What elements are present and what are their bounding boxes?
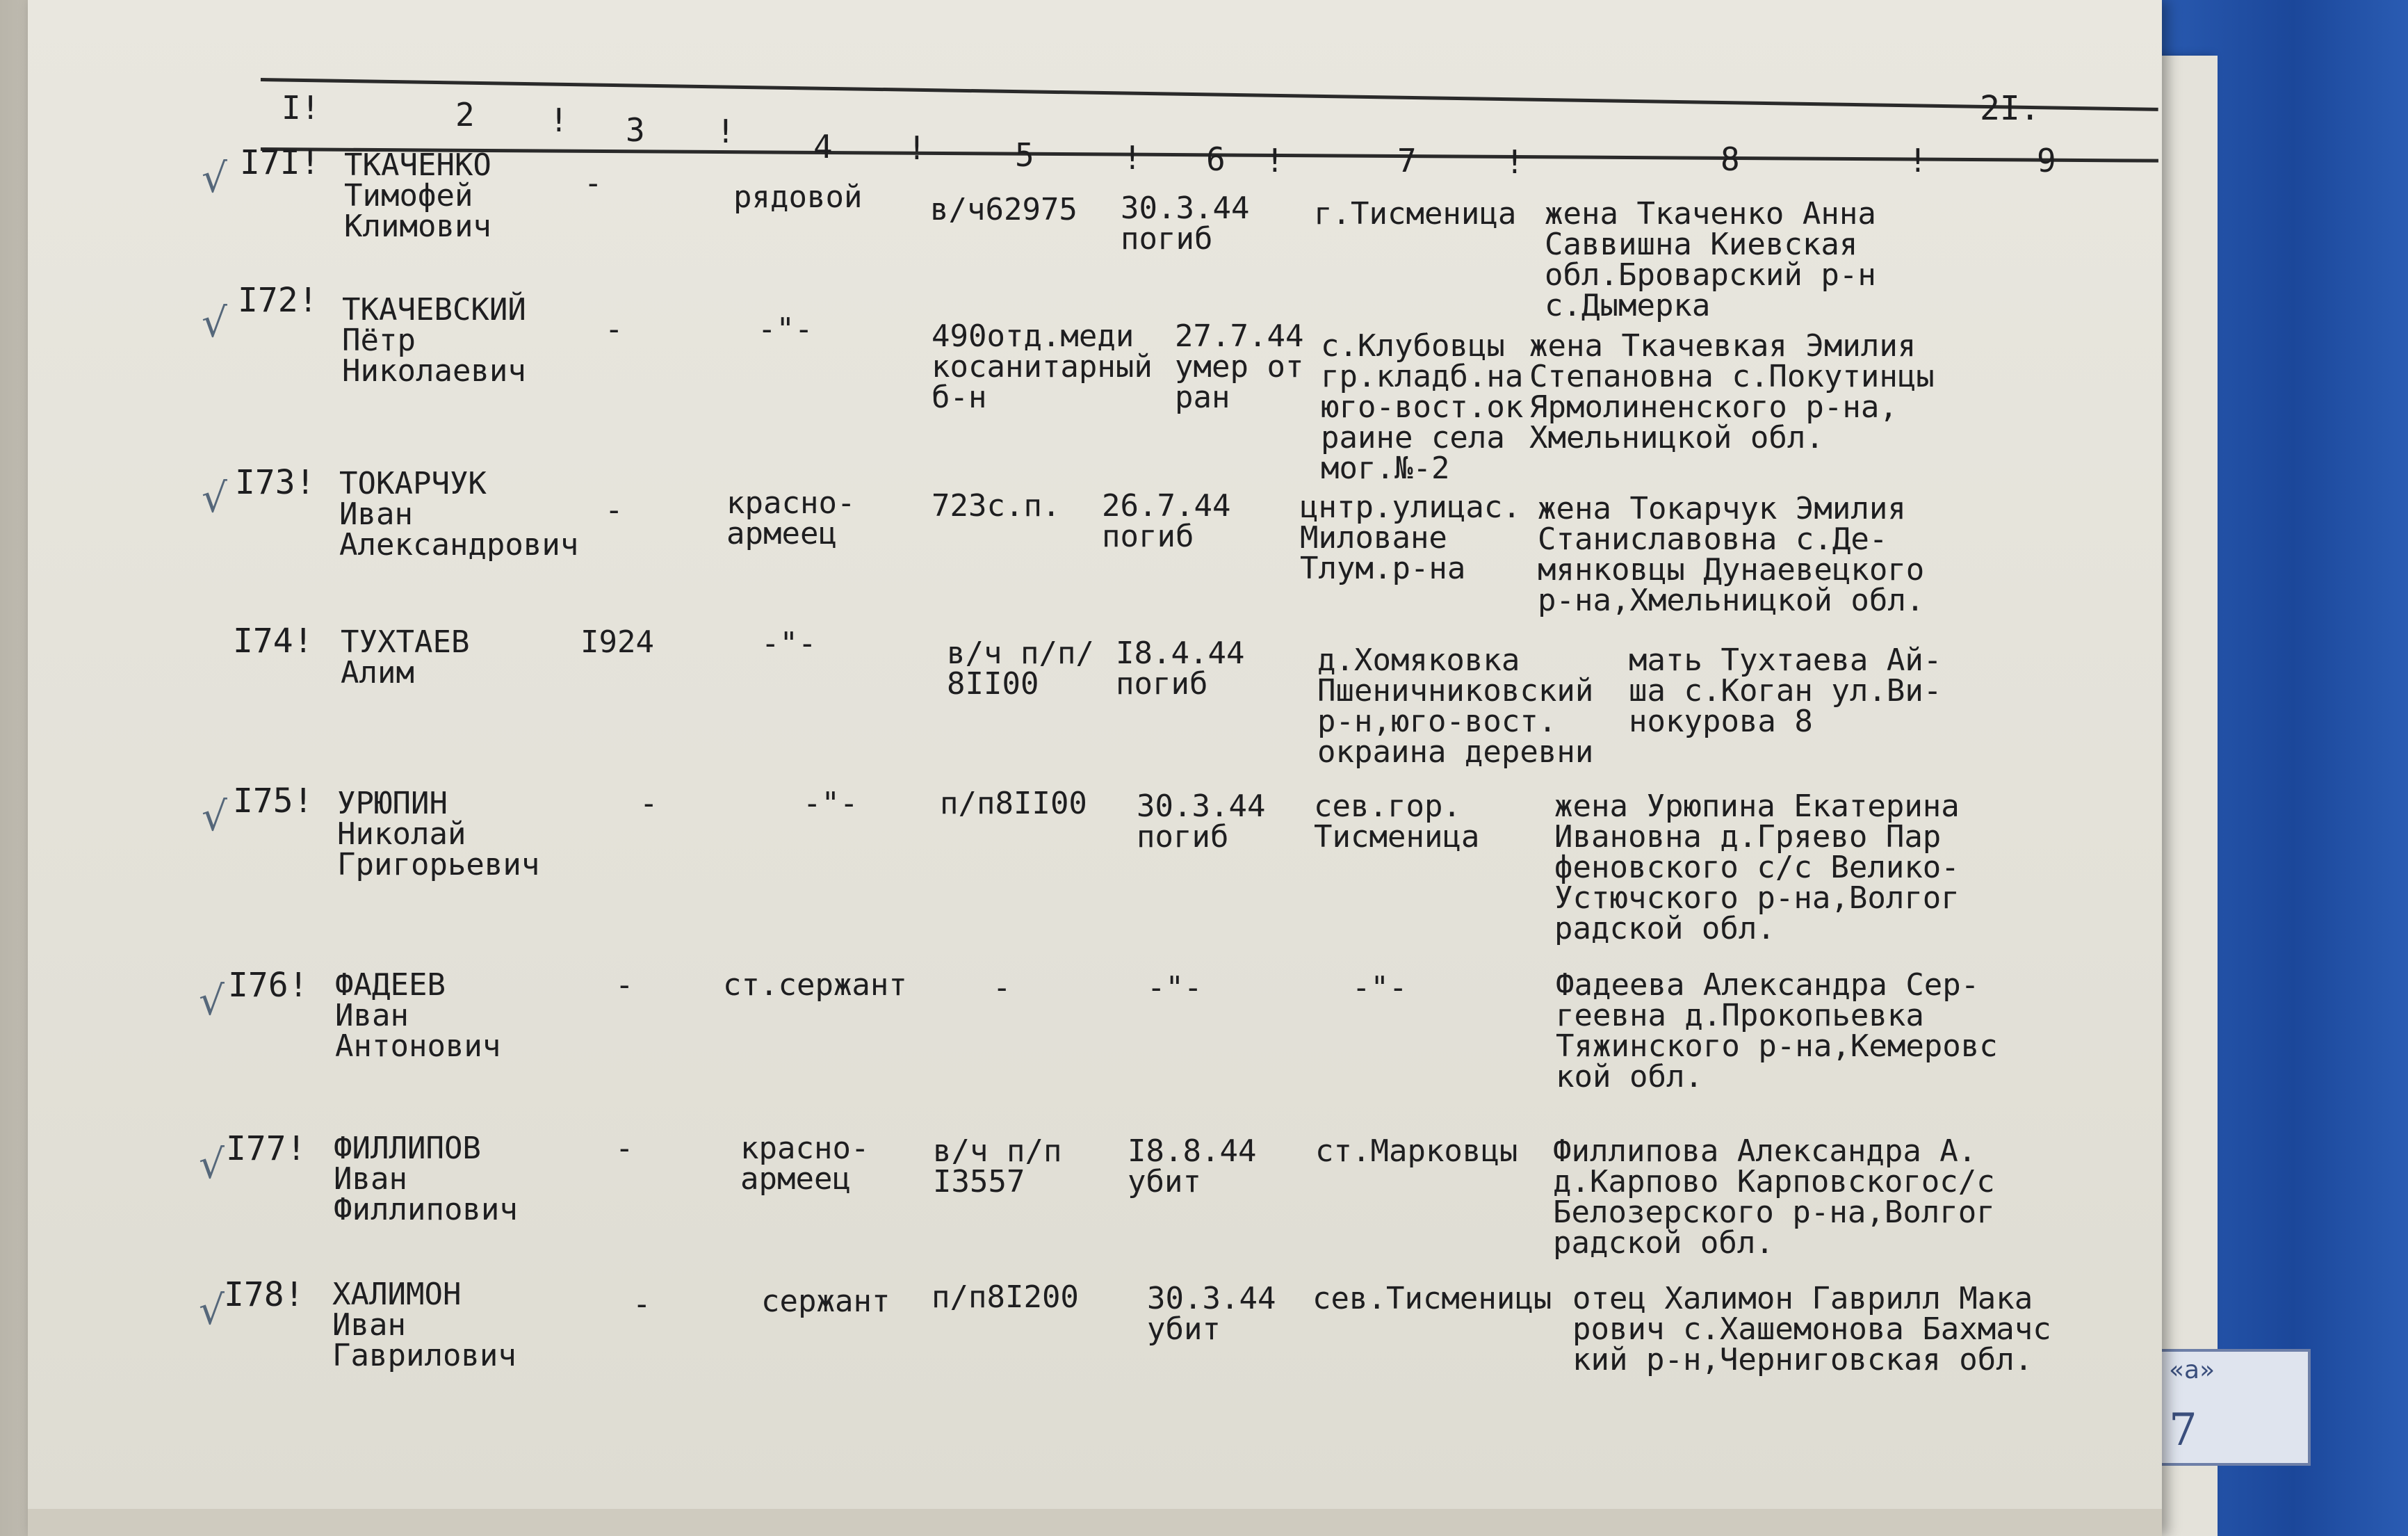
birth-year: - [615, 1131, 634, 1166]
date-and-cause: погиб [1116, 666, 1208, 702]
burial-place: раине села [1321, 420, 1505, 455]
checkmark-icon: √ [199, 1140, 225, 1188]
military-rank: ст.сержант [723, 967, 907, 1003]
column-divider: ! [907, 129, 927, 167]
relative-info: обл.Броварский р-н [1545, 257, 1876, 293]
column-header: 3 [626, 111, 645, 149]
military-rank: -"- [803, 786, 859, 821]
person-name: Григорьевич [337, 847, 540, 882]
birth-year: - [605, 492, 624, 528]
relative-info: мать Тухтаева Ай- [1629, 642, 1942, 678]
relative-info: Саввишна Киевская [1545, 227, 1858, 262]
person-name: Гаврилович [332, 1338, 516, 1373]
column-header: 4 [813, 128, 833, 165]
date-and-cause: 30.3.44 [1137, 789, 1266, 824]
relative-info: жена Токарчук Эмилия [1538, 491, 1906, 526]
relative-info: Устючского р-на,Волгог [1554, 880, 1960, 916]
date-and-cause: погиб [1102, 519, 1194, 554]
date-and-cause: ран [1175, 380, 1230, 415]
military-rank: армеец [740, 1161, 851, 1197]
person-name: ХАЛИМОН [332, 1277, 462, 1312]
column-divider: ! [549, 102, 569, 139]
relative-info: д.Карпово Карповскогос/с [1553, 1164, 1995, 1199]
person-name: Климович [344, 209, 491, 244]
burial-place: сев.гор. [1314, 789, 1461, 824]
date-and-cause: убит [1128, 1164, 1201, 1199]
military-rank: -"- [761, 626, 817, 661]
military-unit: косанитарный [932, 349, 1153, 385]
relative-info: Тяжинского р-на,Кемеровс [1556, 1028, 1998, 1064]
record-number: I7I! [240, 143, 320, 182]
record-number: I77! [226, 1129, 307, 1168]
relative-info: р-на,Хмельницкой обл. [1538, 583, 1925, 618]
relative-info: Степановна с.Покутинцы [1529, 359, 1935, 394]
relative-info: кой обл. [1556, 1059, 1703, 1094]
relative-info: феновского с/с Велико- [1554, 850, 1960, 885]
burial-place: д.Хомяковка [1317, 642, 1520, 678]
page-edge [28, 1509, 2162, 1536]
checkmark-icon: √ [202, 474, 227, 522]
checkmark-icon: √ [202, 299, 227, 346]
military-unit: - [993, 970, 1011, 1005]
relative-info: геевна д.Прокопьевка [1556, 998, 1924, 1033]
checkmark-icon: √ [199, 977, 225, 1024]
record-number: I75! [233, 782, 314, 820]
date-and-cause: I8.8.44 [1128, 1133, 1257, 1169]
relative-info: Фадеева Александра Сер- [1556, 967, 1980, 1003]
stamp-number: 7 [2169, 1405, 2197, 1456]
person-name: Антонович [335, 1028, 501, 1064]
burial-place: -"- [1352, 970, 1408, 1005]
relative-info: радской обл. [1554, 911, 1775, 946]
date-and-cause: 30.3.44 [1121, 191, 1250, 226]
relative-info: рович с.Хашемонова Бахмачс [1572, 1311, 2051, 1347]
burial-place: Тисменица [1314, 819, 1480, 855]
military-rank: красно- [740, 1131, 870, 1166]
military-unit: в/ч п/п/ [947, 636, 1094, 671]
relative-info: жена Ткаченко Анна [1545, 196, 1876, 232]
relative-info: жена Урюпина Екатерина [1554, 789, 1960, 824]
date-and-cause: умер от [1175, 349, 1304, 385]
burial-place: цнтр.улицас. [1300, 490, 1521, 525]
person-name: Николай [337, 816, 466, 852]
person-name: Николаевич [342, 353, 526, 389]
relative-info: жена Ткачевкая Эмилия [1529, 328, 1917, 364]
column-header: 9 [2037, 142, 2056, 179]
burial-place: Милованe [1300, 520, 1447, 556]
record-number: I73! [235, 463, 316, 502]
person-name: Филлипович [334, 1192, 518, 1227]
relative-info: радской обл. [1553, 1225, 1774, 1261]
military-unit: б-н [932, 380, 987, 415]
column-divider: ! [1505, 143, 1524, 181]
military-rank: -"- [758, 312, 813, 347]
birth-year: - [633, 1286, 651, 1322]
checkmark-icon: √ [199, 1286, 225, 1334]
page-number: 2I. [1980, 89, 2040, 128]
burial-place: юго-вост.ок [1321, 389, 1524, 425]
record-number: I74! [233, 622, 314, 661]
date-and-cause: 27.7.44 [1175, 318, 1304, 354]
column-divider: ! [1123, 139, 1142, 177]
person-name: Александрович [339, 527, 579, 563]
relative-info: нокурова 8 [1629, 704, 1813, 739]
military-unit: 723с.п. [932, 488, 1061, 524]
military-unit: 490отд.меди [932, 318, 1134, 354]
relative-info: ша с.Коган ул.Ви- [1629, 673, 1942, 709]
relative-info: с.Дымерка [1545, 288, 1711, 323]
military-unit: п/п8I200 [932, 1279, 1079, 1315]
person-name: Иван [332, 1307, 406, 1343]
military-rank: красно- [726, 485, 856, 521]
person-name: Иван [334, 1161, 407, 1197]
column-divider: ! [1908, 142, 1928, 179]
military-unit: п/п8II00 [940, 786, 1087, 821]
burial-place: Тлум.р-на [1300, 551, 1466, 586]
military-unit: 8II00 [947, 666, 1039, 702]
person-name: ТКАЧЕНКО [344, 147, 491, 183]
person-name: Иван [335, 998, 409, 1033]
relative-info: Станиславовна с.Де- [1538, 522, 1888, 557]
burial-place: гр.кладб.на [1321, 359, 1524, 394]
burial-place: мог.№-2 [1321, 451, 1450, 486]
person-name: Алим [341, 655, 414, 690]
burial-place: Пшеничниковский [1317, 673, 1594, 709]
military-rank: рядовой [733, 179, 863, 215]
relative-info: Хмельницкой обл. [1529, 420, 1824, 455]
checkmark-icon: √ [202, 793, 227, 840]
relative-info: Ярмолиненского р-на, [1529, 389, 1898, 425]
record-number: I72! [238, 281, 318, 320]
person-name: Пётр [342, 323, 416, 358]
person-name: ТКАЧЕВСКИЙ [342, 292, 526, 328]
birth-year: - [605, 312, 624, 347]
birth-year: - [584, 165, 603, 201]
relative-info: Филлипова Александра А. [1553, 1133, 1977, 1169]
birth-year: - [615, 967, 634, 1003]
relative-info: кий р-н,Черниговская обл. [1572, 1342, 2033, 1377]
relative-info: Ивановна д.Гряево Пар [1554, 819, 1942, 855]
record-number: I76! [228, 966, 309, 1005]
date-and-cause: -"- [1147, 970, 1203, 1005]
date-and-cause: 30.3.44 [1147, 1281, 1276, 1316]
person-name: ФАДЕЕВ [335, 967, 446, 1003]
person-name: ФИЛЛИПОВ [334, 1131, 481, 1166]
column-header: 6 [1206, 140, 1226, 178]
birth-year: - [640, 786, 658, 821]
date-and-cause: 26.7.44 [1102, 488, 1231, 524]
person-name: ТУХТАЕВ [341, 624, 470, 660]
person-name: Тимофей [344, 178, 473, 213]
column-header: 8 [1720, 140, 1740, 178]
burial-place: окраина деревни [1317, 734, 1594, 770]
birth-year: I924 [580, 624, 654, 660]
burial-place: ст.Марковцы [1315, 1133, 1518, 1169]
burial-place: сев.Тисменицы [1312, 1281, 1552, 1316]
column-header: 5 [1015, 136, 1034, 174]
record-number: I78! [224, 1275, 304, 1314]
column-divider: ! [1265, 142, 1285, 179]
military-unit: I3557 [933, 1164, 1025, 1199]
burial-place: с.Клубовцы [1321, 328, 1505, 364]
column-divider: I! [282, 89, 320, 127]
burial-place: р-н,юго-вост. [1317, 704, 1557, 739]
relative-info: мянковцы Дунаевецкого [1538, 552, 1925, 588]
relative-info: отец Халимон Гаврилл Мака [1572, 1281, 2033, 1316]
checkmark-icon: √ [202, 154, 227, 202]
column-header: 7 [1397, 142, 1417, 179]
military-rank: армеец [726, 516, 837, 551]
stamp-label: «а» [2169, 1356, 2215, 1384]
date-and-cause: I8.4.44 [1116, 636, 1245, 671]
military-rank: сержант [761, 1284, 890, 1319]
relative-info: Белозерского р-на,Волгог [1553, 1195, 1995, 1230]
date-and-cause: погиб [1121, 221, 1213, 257]
column-header: 2 [455, 96, 475, 134]
date-and-cause: убит [1147, 1311, 1221, 1347]
person-name: УРЮПИН [337, 786, 448, 821]
date-and-cause: погиб [1137, 819, 1229, 855]
person-name: Иван [339, 496, 413, 532]
burial-place: г.Тисменица [1314, 196, 1517, 232]
military-unit: в/ч62975 [930, 192, 1077, 227]
military-unit: в/ч п/п [933, 1133, 1062, 1169]
person-name: ТОКАРЧУК [339, 466, 487, 501]
column-divider: ! [716, 113, 735, 150]
